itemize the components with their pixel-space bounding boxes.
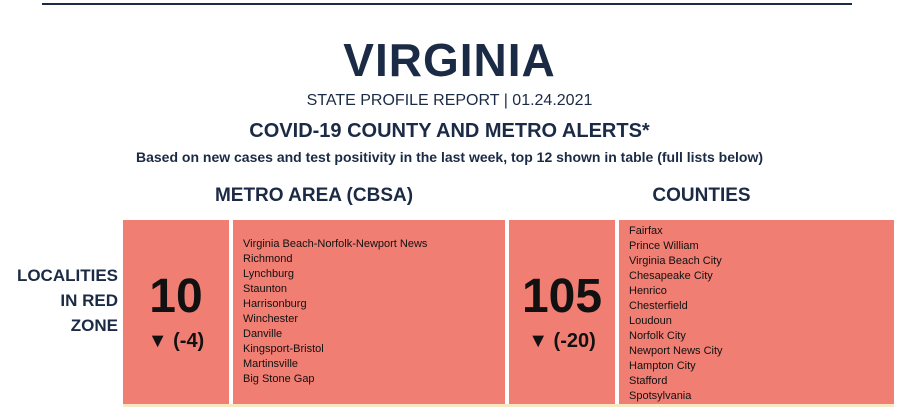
row-label-line: LOCALITIES bbox=[16, 266, 118, 285]
list-item: Big Stone Gap bbox=[243, 373, 315, 385]
red-zone-row-label bbox=[0, 263, 118, 338]
state-title: VIRGINIA bbox=[343, 34, 556, 86]
list-item: Danville bbox=[243, 328, 283, 340]
county-red-list bbox=[629, 224, 894, 404]
list-item: Newport News City bbox=[629, 345, 723, 357]
list-item: Hampton City bbox=[629, 360, 696, 372]
list-item: Prince William bbox=[629, 240, 699, 252]
row-label-line: ZONE bbox=[70, 316, 118, 335]
list-item: Virginia Beach-Norfolk-Newport News bbox=[243, 238, 428, 250]
list-item: Winchester bbox=[243, 313, 299, 325]
metro-red-count-cell bbox=[123, 220, 229, 404]
county-red-list-cell bbox=[619, 220, 894, 404]
list-item: Fairfax bbox=[629, 225, 663, 237]
metro-red-list-cell bbox=[233, 220, 505, 404]
metro-red-count: 10 bbox=[149, 270, 203, 323]
list-item: Lynchburg bbox=[243, 268, 294, 280]
list-item: Henrico bbox=[629, 285, 667, 297]
list-item: Kingsport-Bristol bbox=[243, 343, 324, 355]
list-item: Chesterfield bbox=[629, 300, 688, 312]
report-subtitle: STATE PROFILE REPORT | 01.24.2021 bbox=[306, 92, 593, 109]
alert-description: Based on new cases and test positivity in the last week, top 12 shown in table (full lists below) bbox=[135, 149, 764, 165]
list-item: Loudoun bbox=[629, 315, 672, 327]
list-item: Martinsville bbox=[243, 358, 299, 370]
list-item: Stafford bbox=[629, 375, 668, 387]
list-item: Staunton bbox=[243, 283, 288, 295]
list-item: Chesapeake City bbox=[629, 270, 713, 282]
metro-red-list bbox=[243, 237, 505, 387]
list-item: Richmond bbox=[243, 253, 293, 265]
counties-header: COUNTIES bbox=[652, 185, 751, 206]
metro-area-header: METRO AREA (CBSA) bbox=[214, 185, 414, 206]
list-item: Virginia Beach City bbox=[629, 255, 722, 267]
county-red-count-cell bbox=[509, 220, 615, 404]
list-item: Harrisonburg bbox=[243, 298, 307, 310]
list-item: Norfolk City bbox=[629, 330, 686, 342]
row-label-line: IN RED bbox=[60, 291, 118, 310]
metro-red-change: ▼ (-4) bbox=[147, 330, 205, 352]
alert-title: COVID-19 COUNTY AND METRO ALERTS* bbox=[249, 120, 650, 142]
county-red-change: ▼ (-20) bbox=[528, 330, 596, 352]
top-rule bbox=[42, 3, 852, 5]
list-item: Spotsylvania bbox=[629, 390, 692, 402]
county-red-count: 105 bbox=[521, 270, 603, 323]
